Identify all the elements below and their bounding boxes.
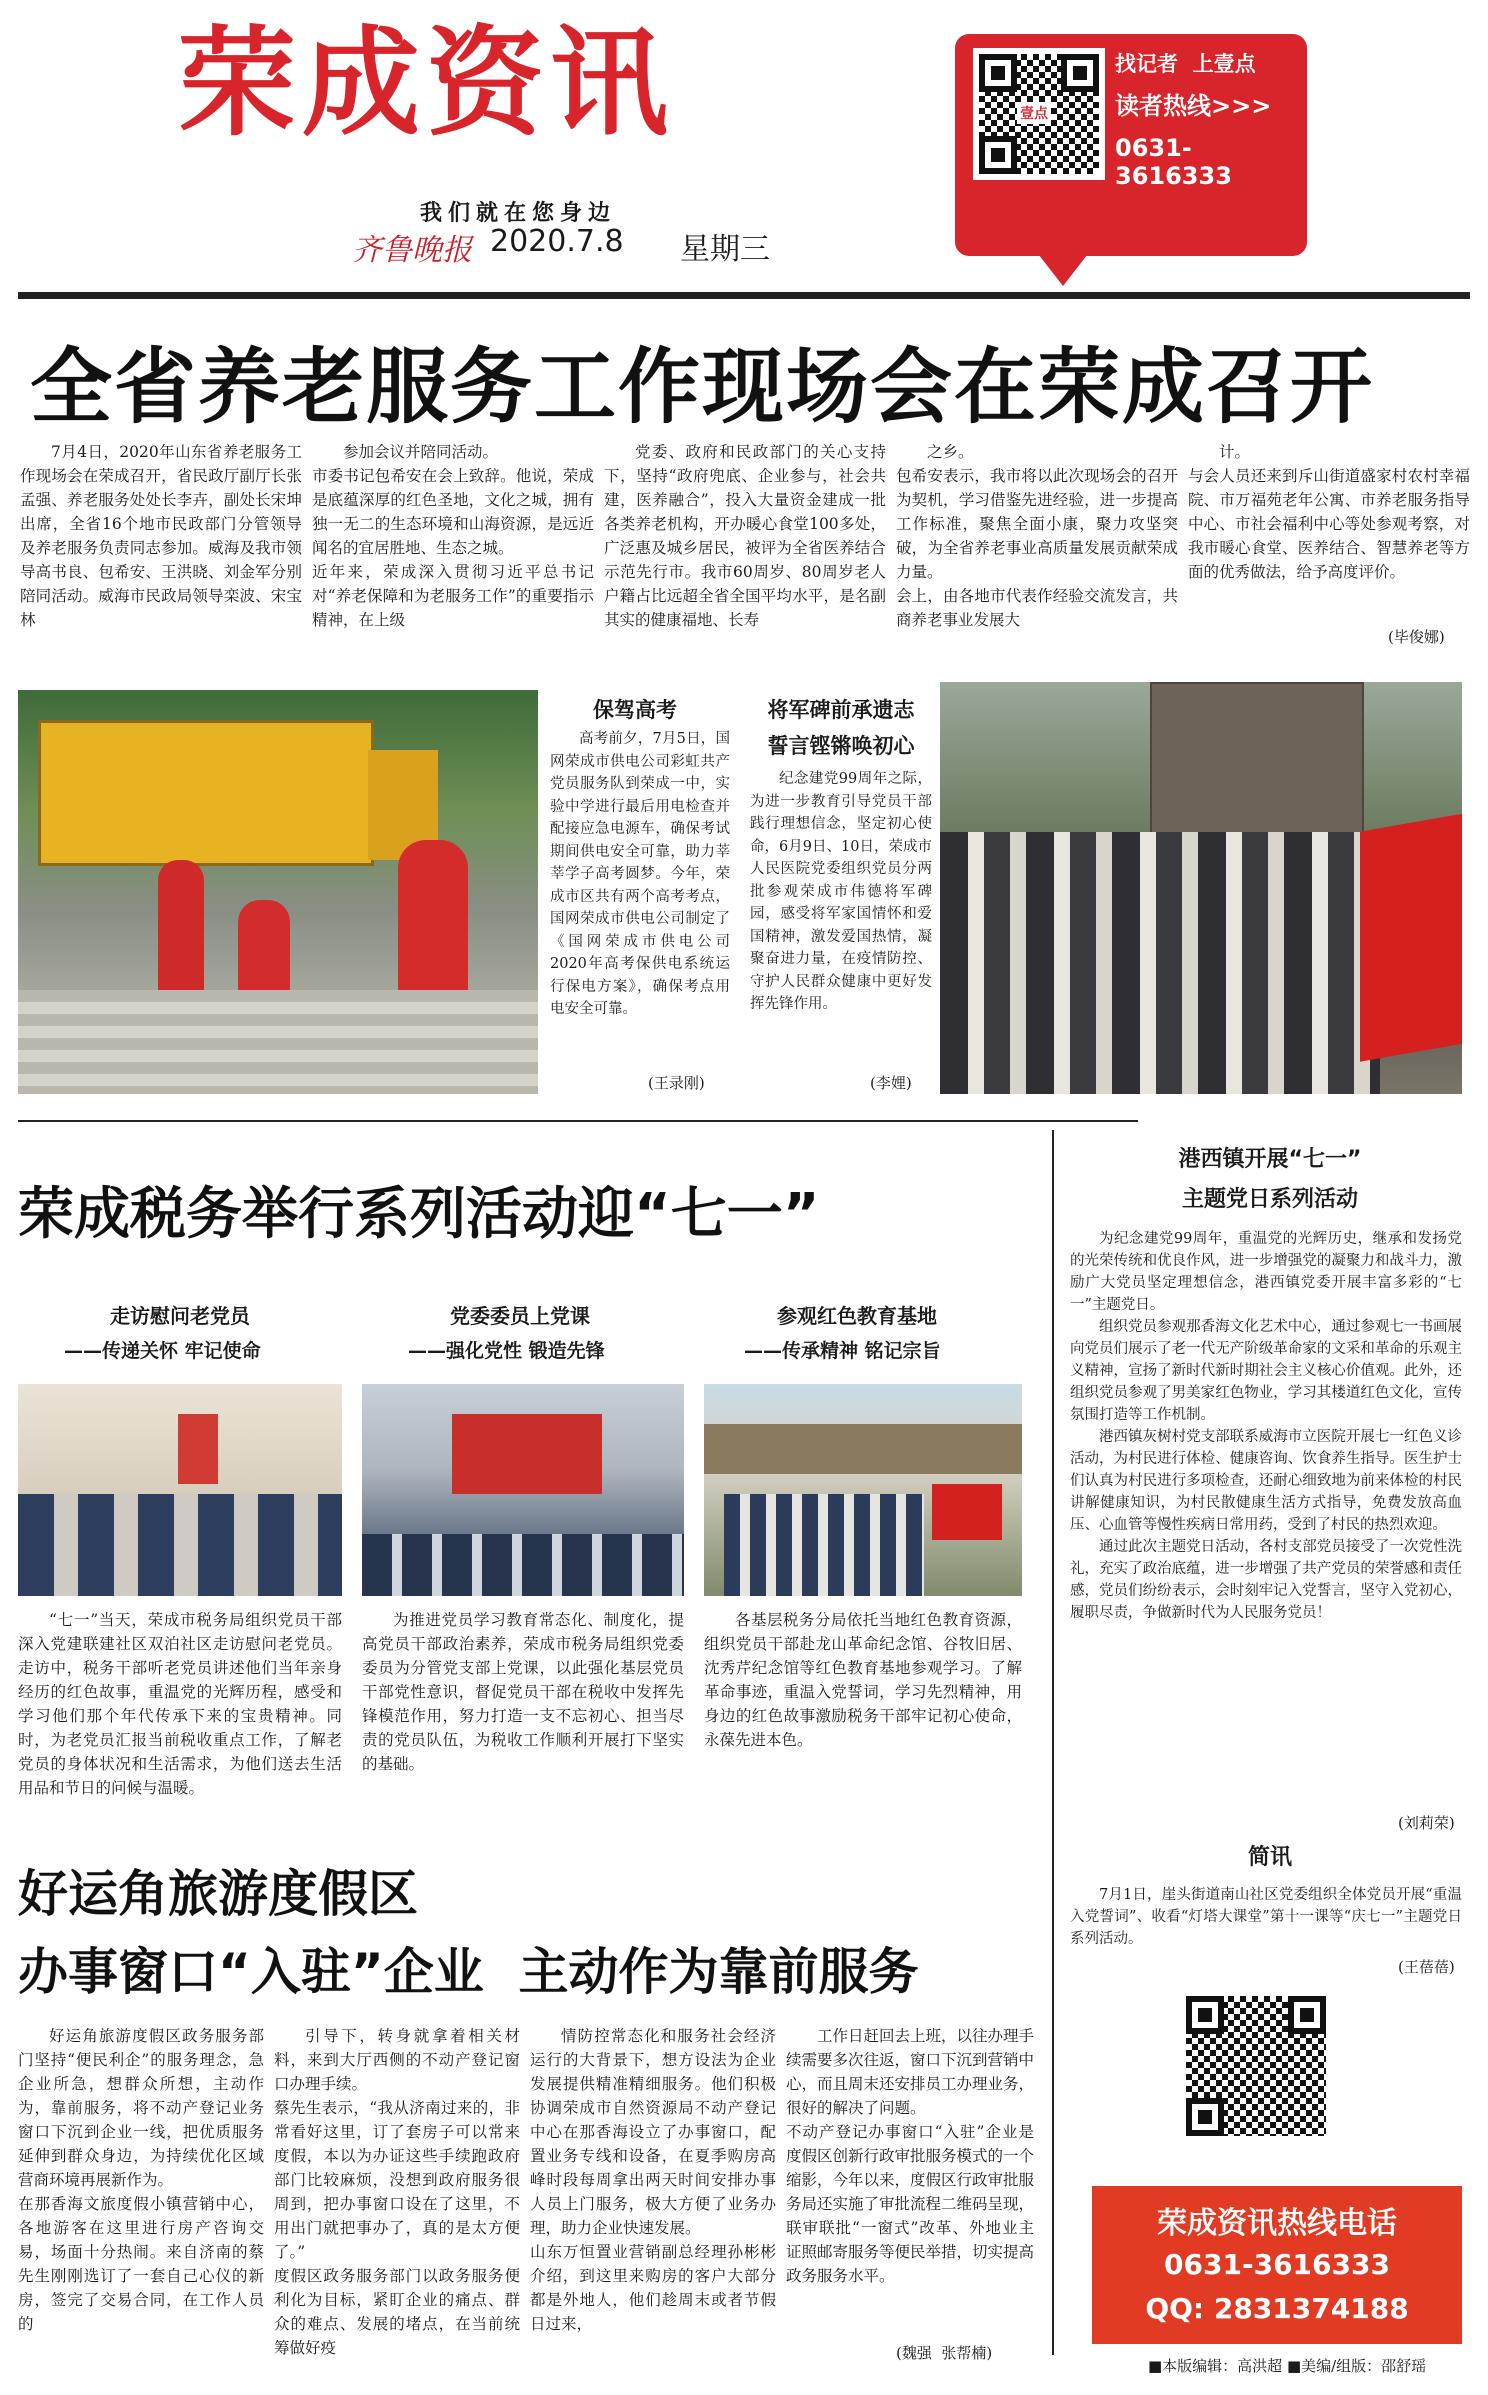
tax-visit-photo bbox=[18, 1384, 342, 1596]
window-column-3-text: 情防控常态化和服务社会经济运行的大背景下，想方设法为企业发展提供精准精细服务。他们积极协调荣成市自然资源局不动产登记中心在那香海设立了办事窗口，配置业务专线和设备，在夏季购房高峰时段每周拿出两天时间安排办事人员上门服务，极大方便了业务办理，助力企业快速发展。 山东万恒置业营销副总经理孙彬彬介绍，到这里来购房的客户大部分都是外地人，他们趁周末或者节假日过来， bbox=[530, 2027, 776, 2333]
sidebar-paragraph-2: 组织党员参观那香海文化艺术中心，通过参观七一书画展向党员们展示了老一代无产阶级革命家的文采和革命的乐观主义精神，宣扬了新时代新时期社会主义核心价值观。此外，还组织党员参观了男美家红色物业，学习其楼道红色文化，宣传氛围打造等工作机制。 bbox=[1070, 1319, 1462, 1423]
hotline-line1: 找记者 上壹点 bbox=[1115, 52, 1256, 76]
thatched-roof bbox=[704, 1424, 1022, 1474]
tax-section-2-title: 党委委员上党课 bbox=[450, 1304, 590, 1328]
stone-steps bbox=[18, 990, 538, 1094]
party-flag bbox=[1360, 812, 1462, 1061]
lead-column-2 bbox=[312, 440, 594, 646]
tax-section-3-title: 参观红色教育基地 bbox=[777, 1304, 937, 1328]
lead-column-1 bbox=[20, 440, 302, 646]
lead-column-3 bbox=[604, 440, 886, 646]
worker-1 bbox=[158, 860, 204, 1010]
footer-title: 荣成资讯热线电话 bbox=[1157, 2206, 1397, 2241]
memorial-building bbox=[1150, 682, 1364, 856]
hotline-box-tail bbox=[1035, 250, 1091, 286]
tax-headline: 荣成税务举行系列活动迎“七一” bbox=[18, 1182, 820, 1247]
tax-section-1-text: “七一”当天，荣成市税务局组织党员干部深入党建联建社区双泊社区走访慰问老党员。走访中，税务干部听老党员讲述他们当年亲身经历的红色故事，重温党的光辉历程，感受和学习他们那个年代传承下来的宝贵精神。同时，为老党员汇报当前税收重点工作，了解老党员的身体状况和生活需求，为他们送去生活用品和节日的问候与温暖。 bbox=[18, 1611, 342, 1797]
footer-phone: 0631-3616333 bbox=[1164, 2248, 1390, 2281]
issue-weekday: 星期三 bbox=[680, 232, 770, 267]
crowd bbox=[940, 832, 1380, 1094]
sidebar-title-line2: 主题党日系列活动 bbox=[1181, 1187, 1358, 1212]
sidebar-paragraph-3: 港西镇灰树村党支部联系威海市立医院开展七一红色义诊活动，为村民进行体检、健康咨询、饮食养生指导。医生护士们认真为村民进行多项检查，还耐心细致地为前来体检的村民讲解健康知识，为村民散健康生活方式指导，免费发放高血压、心血管等慢性疾病日常用药，受到了村民的热烈欢迎。 bbox=[1070, 1429, 1462, 1533]
lead-column-3-text: 党委、政府和民政部门的关心支持下，坚持“政府兜底、企业参与，社会共建，医养融合”，投入大量资金建成一批各类养老机构，开办暖心食堂100多处，广泛惠及城乡居民，被评为全省医养结合示范先行市。我市60周岁、80周岁老人户籍占比远超全省全国平均水平，是名副其实的健康福地、长寿 bbox=[604, 443, 886, 629]
generator-truck bbox=[38, 720, 374, 866]
window-headline-2: 办事窗口“入驻”企业 主动作为靠前服务 bbox=[18, 1943, 919, 2001]
window-headline-1: 好运角旅游度假区 bbox=[18, 1865, 418, 1923]
reader-hotline-box bbox=[955, 34, 1307, 256]
brief-body bbox=[1070, 1884, 1462, 1954]
wall-calligraphy bbox=[178, 1414, 218, 1484]
window-column-2-text: 引导下，转身就拿着相关材料，来到大厅西侧的不动产登记窗口办理手续。 蔡先生表示，“我从济南过来的，非常看好这里，订了套房子可以常来度假，本以为办证这些手续跑政府部门比较麻烦，没想到政府服务很周到，把办事窗口设在了这里，不用出门就把事办了，真的是太方便了。” 度假区政务服务部门以政务服务便利化为目标，紧盯企业的痛点、群众的难点、发展的堵点，在当前统筹做好疫 bbox=[274, 2027, 520, 2357]
power-workers-photo bbox=[18, 690, 538, 1094]
window-column-4-text: 工作日赶回去上班，以往办理手续需要多次往返，窗口下沉到营销中心，而且周末还安排员工办理业务，很好的解决了问题。 不动产登记办事窗口“入驻”企业是度假区创新行政审批服务模式的一个缩影，今年以来，度假区行政审批服务局还实施了审批流程二维码呈现，联审联批“一窗式”改革、外地业主证照邮寄服务等便民举措，切实提高政务服务水平。 bbox=[786, 2027, 1034, 2285]
window-column-1 bbox=[18, 2024, 264, 2364]
qr-code-icon bbox=[973, 48, 1105, 180]
sidebar-paragraph-4: 通过此次主题党日活动，各村支部党员接受了一次党性洗礼，充实了政治底蕴，进一步增强了共产党员的荣誉感和责任感，党员们纷纷表示，会时刻牢记入党誓言，坚守入党初心，履职尽责，争做新时代为人民服务党员！ bbox=[1070, 1539, 1462, 1621]
masthead-title: 荣成资讯 bbox=[178, 13, 675, 152]
story-gaokao-body bbox=[550, 728, 730, 1058]
story-memorial-title-line2: 誓言铿锵唤初心 bbox=[767, 734, 915, 758]
footer-qq: QQ: 2831374188 bbox=[1145, 2292, 1409, 2325]
masthead-rule bbox=[18, 292, 1470, 299]
issue-date: 2020.7.8 bbox=[490, 224, 624, 259]
sidebar-paragraph-1: 为纪念建党99周年，重温党的光辉历史，继承和发扬党的光荣传统和优良作风，进一步增强党的凝聚力和战斗力，激励广大党员坚定理想信念，港西镇党委开展丰富多彩的“七一”主题党日。 bbox=[1070, 1231, 1462, 1313]
lead-column-5 bbox=[1188, 440, 1470, 646]
party-lecture-photo bbox=[362, 1384, 684, 1596]
hotline-line2: 读者热线>>> bbox=[1115, 92, 1272, 120]
tax-section-1-title: 走访慰问老党员 bbox=[110, 1304, 250, 1328]
tax-section-3-text: 各基层税务分局依托当地红色教育资源，组织党员干部赴龙山革命纪念馆、谷牧旧居、沈秀芹纪念馆等红色教育基地参观学习。了解革命事迹，重温入党誓词，学习先烈精神，用身边的红色故事激励税务干部牢记初心使命，永葆先进本色。 bbox=[704, 1611, 1022, 1749]
window-column-3 bbox=[530, 2024, 776, 2364]
lead-column-4 bbox=[896, 440, 1178, 646]
story-gaokao-text: 高考前夕，7月5日，国网荣成市供电公司彩虹共产党员服务队到荣成一中，实验中学进行最后用电检查并配接应急电源车，确保考试期间供电安全可靠，助力莘莘学子高考圆梦。今年，荣成市区共有两个高考考点，国网荣成市供电公司制定了《国网荣成市供电公司2020年高考保供电系统运行保电方案》，确保考点用电安全可靠。 bbox=[550, 731, 730, 1017]
paper-name: 齐鲁晚报 bbox=[352, 233, 472, 268]
audience bbox=[362, 1534, 684, 1596]
story-memorial-body bbox=[750, 768, 932, 1068]
sidebar-byline: (刘莉荣) bbox=[1398, 1814, 1455, 1832]
lecture-screen bbox=[452, 1414, 602, 1494]
tax-section-3-body bbox=[704, 1608, 1022, 1778]
masthead-slogan: 我们就在您身边 bbox=[420, 201, 617, 226]
lead-column-5-text: 计。 与会人员还来到斥山街道盛家村农村幸福院、市万福苑老年公寓、市养老服务指导中心、市社会福利中心等处参观考察，对我市暖心食堂、医养结合、智慧养老等方面的优秀做法，给予高度评价。 bbox=[1188, 443, 1470, 581]
brief-byline: (王蓓蓓) bbox=[1398, 1958, 1455, 1976]
brief-text: 7月1日，崖头街道南山社区党委组织全体党员开展“重温入党誓词”、收看“灯塔大课堂”第十一课等“庆七一”主题党日系列活动。 bbox=[1070, 1887, 1462, 1947]
seated-people bbox=[18, 1494, 342, 1596]
window-column-4 bbox=[786, 2024, 1034, 2324]
story-gaokao-byline: (王录刚) bbox=[648, 1074, 705, 1092]
oath-group-photo bbox=[940, 682, 1462, 1094]
hotline-phone: 0631-3616333 bbox=[1115, 134, 1232, 190]
story-memorial-title-line1: 将军碑前承遗志 bbox=[767, 698, 915, 722]
lead-headline: 全省养老服务工作现场会在荣成召开 bbox=[30, 340, 1375, 435]
lead-column-2-text: 参加会议并陪同活动。 市委书记包希安在会上致辞。他说，荣成是底蕴深厚的红色圣地，文化之城，拥有独一无二的生态环境和山海资源，是远近闻名的宜居胜地、生态之城。 近年来，荣成深入贯彻习近平总书记对“养老保障和为老服务工作”的重要指示精神，在上级 bbox=[312, 443, 594, 629]
bottom-qr-code-icon bbox=[1180, 1990, 1332, 2142]
qr-label: 壹点 bbox=[1017, 102, 1051, 124]
lead-byline: (毕俊娜) bbox=[1388, 628, 1445, 646]
standing-group bbox=[724, 1494, 924, 1596]
sidebar-title-line1: 港西镇开展“七一” bbox=[1178, 1147, 1362, 1172]
lead-column-1-text: 7月4日，2020年山东省养老服务工作现场会在荣成召开，省民政厅副厅长张孟强、养老服务处处长李卉，副处长宋坤出席，全省16个地市民政部门分管领导及养老服务负责同志参加。威海及我市领导高书良、包希安、王洪晓、刘金军分别陪同活动。威海市民政局领导栾波、宋宝林 bbox=[20, 443, 302, 629]
party-flag-small bbox=[932, 1484, 1002, 1540]
tax-section-1-subtitle: ——传递关怀 牢记使命 bbox=[64, 1340, 261, 1362]
story-gaokao-title: 保驾高考 bbox=[593, 698, 677, 722]
tax-section-2-text: 为推进党员学习教育常态化、制度化，提高党员干部政治素养，荣成市税务局组织党委委员为分管党支部上党课，以此强化基层党员干部党性意识，督促党员干部在税收中发挥先锋模范作用，努力打造一支不忘初心、担当尽责的党员队伍，为税收工作顺利开展打下坚实的基础。 bbox=[362, 1611, 684, 1773]
story-memorial-text: 纪念建党99周年之际，为进一步教育引导党员干部践行理想信念，坚定初心使命，6月9日、10日，荣成市人民医院党委组织党员分两批参观荣成市伟德将军碑园，感受将军家国情怀和爱国精神，激发爱国热情，凝聚奋进力量，在疫情防控、守护人民群众健康中更好发挥先锋作用。 bbox=[750, 771, 932, 1012]
editor-credit: ■本版编辑：高洪超 ■美编/组版：邵舒瑶 bbox=[1148, 2357, 1427, 2375]
lead-column-4-text: 之乡。 包希安表示，我市将以此次现场会的召开为契机，学习借鉴先进经验，进一步提高工作标准，聚焦全面小康，聚力攻坚突破，为全省养老事业高质量发展贡献荣成力量。 会上，由各地市代表作经验交流发言，共商养老事业发展大 bbox=[896, 443, 1178, 629]
tax-section-2-body bbox=[362, 1608, 684, 1804]
sidebar-body bbox=[1070, 1228, 1462, 1806]
brief-title: 简讯 bbox=[1247, 1845, 1292, 1870]
tax-section-1-body bbox=[18, 1608, 342, 1832]
photo-row-divider bbox=[18, 1120, 1138, 1122]
window-byline: (魏强 张帮楠) bbox=[896, 2344, 993, 2362]
tax-section-3-subtitle: ——传承精神 铭记宗旨 bbox=[744, 1340, 941, 1362]
hotline-footer-box bbox=[1092, 2186, 1462, 2344]
window-column-1-text: 好运角旅游度假区政务服务部门坚持“便民利企”的服务理念，急企业所急，想群众所想，主动作为，靠前服务，将不动产登记业务窗口下沉到企业一线，把优质服务延伸到群众身边，为持续优化区域营商环境再展新作为。 在那香海文旅度假小镇营销中心，各地游客在这里进行房产咨询交易，场面十分热闹。来自济南的蔡先生刚刚选订了一套自己心仪的新房，签完了交易合同，在工作人员的 bbox=[18, 2027, 264, 2333]
sidebar-divider bbox=[1052, 1130, 1054, 2355]
window-column-2 bbox=[274, 2024, 520, 2364]
tax-section-2-subtitle: ——强化党性 锻造先锋 bbox=[408, 1340, 605, 1362]
story-memorial-byline: (李娌) bbox=[870, 1074, 912, 1092]
red-base-visit-photo bbox=[704, 1384, 1022, 1596]
